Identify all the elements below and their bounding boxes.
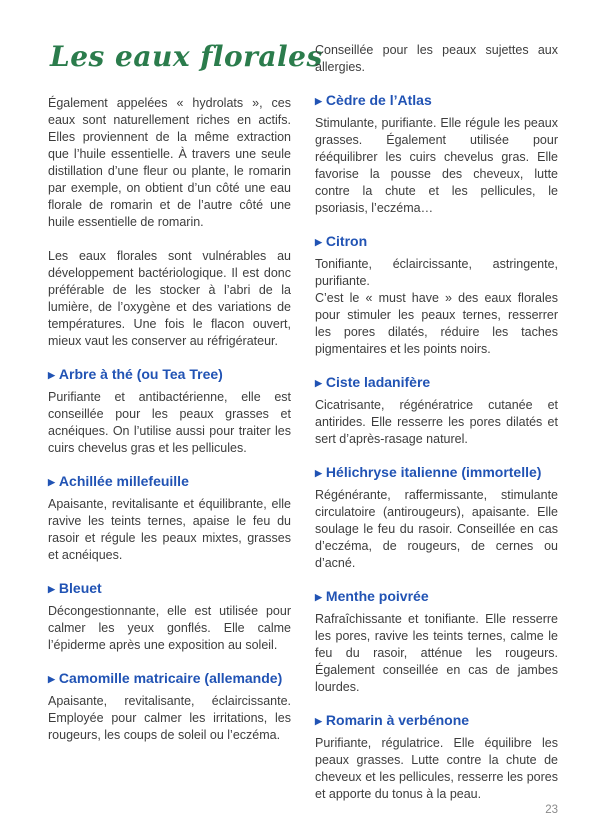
- section-helichryse-italienne: [315, 463, 558, 572]
- triangle-bullet-icon: ▶: [315, 237, 322, 247]
- section-heading-label: Camomille matricaire (allemande): [58, 669, 283, 686]
- intro-paragraph-1: Également appelées « hydrolats », ces eaux sont naturellement riches en actifs. Elles proviennent de la même extraction que l’huile essentielle. À travers une seule distillation d’une fleur ou plante, le romarin par exemple, on obtient d’un côté une eau florale de romarin et de l’autre côté une huile essentielle de romarin.: [48, 95, 291, 229]
- section-camomille-matricaire: [48, 669, 291, 744]
- triangle-bullet-icon: ▶: [315, 378, 322, 388]
- section-body-2: C’est le « must have » des eaux florales pour stimuler les peaux ternes, resserrer les pores dilatés, réduire les taches pigmentaires et les points noirs.: [315, 291, 558, 356]
- section-heading-label: Romarin à verbénone: [325, 712, 470, 728]
- triangle-bullet-icon: ▶: [48, 476, 55, 487]
- section-heading: [48, 365, 291, 386]
- section-arbre-a-the: [48, 365, 291, 457]
- section-heading: [315, 232, 558, 253]
- section-heading-label: Ciste ladanifère: [325, 374, 431, 390]
- intro-paragraph-2: Les eaux florales sont vulnérables au développement bactériologique. Il est donc préférable de les stocker à l’abri de la lumière, de l’oxygène et des variations de températures. Une fois le flacon ouvert, mieux vaut les conserver au réfrigérateur.: [48, 248, 291, 348]
- triangle-bullet-icon: ▶: [48, 583, 55, 594]
- continuation-paragraph: Conseillée pour les peaux sujettes aux allergies.: [315, 43, 558, 74]
- section-body: Tonifiante, éclaircissante, astringente, purifiante.: [315, 257, 558, 288]
- section-heading-label: Hélichryse italienne (immortelle): [325, 464, 542, 480]
- triangle-bullet-icon: ▶: [315, 96, 322, 106]
- triangle-bullet-icon: ▶: [48, 369, 55, 380]
- section-heading: [48, 669, 291, 690]
- section-cedre-de-l-atlas: [315, 91, 558, 217]
- section-body: Purifiante et antibactérienne, elle est conseillée pour les peaux grasses et acnéiques. On l’utilise aussi pour traiter les cuirs chevelus gras et les pellicules.: [48, 389, 291, 455]
- section-ciste-ladanifere: [315, 373, 558, 448]
- section-body: Apaisante, revitalisante et équilibrante, elle ravive les teints ternes, apaise le feu du rasoir et régule les peaux mixtes, grasses et acnéiques.: [48, 496, 291, 562]
- right-column: [315, 42, 558, 803]
- section-heading: [315, 587, 558, 608]
- section-citron: [315, 232, 558, 358]
- two-column-layout: [48, 42, 557, 803]
- section-heading: [315, 91, 558, 112]
- section-body: Décongestionnante, elle est utilisée pour calmer les yeux gonflés. Elle calme l’épiderme après une exposition au soleil.: [48, 603, 291, 652]
- section-heading-label: Bleuet: [58, 579, 102, 596]
- section-heading-label: Citron: [325, 233, 368, 249]
- section-heading-label: Achillée millefeuille: [58, 472, 189, 489]
- section-body: Régénérante, raffermissante, stimulante circulatoire (antirougeurs), apaisante. Elle soulage le feu du rasoir. Conseillée en cas d’eczéma, de rougeurs, de cernes ou d’acné.: [315, 488, 558, 570]
- section-heading-label: Menthe poivrée: [325, 588, 429, 604]
- section-body: Stimulante, purifiante. Elle régule les peaux grasses. Également utilisée pour rééquilibrer les cuirs chevelus gras. Elle favorise la pousse des cheveux, lutte contre la chute et les pellicules, le psoriasis, l’eczéma…: [315, 116, 558, 215]
- section-heading: [315, 463, 558, 484]
- left-column: [48, 40, 323, 744]
- triangle-bullet-icon: ▶: [48, 673, 55, 684]
- section-heading: [315, 711, 558, 732]
- section-body: Purifiante, régulatrice. Elle équilibre les peaux grasses. Lutte contre la chute de cheveux et les pellicules, resserre les pores et apporte du tonus à la peau.: [315, 736, 558, 801]
- section-heading: [48, 579, 291, 600]
- section-romarin-a-verbenone: [315, 711, 558, 803]
- triangle-bullet-icon: ▶: [315, 716, 322, 726]
- section-body: Rafraîchissante et tonifiante. Elle resserre les pores, ravive les teints ternes, calme le feu du rasoir, atténue les rougeurs. Également conseillée en cas de jambes lourdes.: [315, 612, 558, 694]
- section-menthe-poivree: [315, 587, 558, 696]
- triangle-bullet-icon: ▶: [315, 592, 322, 602]
- triangle-bullet-icon: ▶: [315, 468, 322, 478]
- section-heading-label: Arbre à thé (ou Tea Tree): [58, 365, 223, 382]
- section-body: Apaisante, revitalisante, éclaircissante. Employée pour calmer les irritations, les rougeurs, les coups de soleil ou l’eczéma.: [48, 693, 291, 742]
- page-title: Les eaux florales: [50, 40, 323, 73]
- page-number: 23: [545, 804, 558, 816]
- section-bleuet: [48, 579, 291, 654]
- section-achillee-millefeuille: [48, 472, 291, 564]
- section-body: Cicatrisante, régénératrice cutanée et antirides. Elle resserre les pores dilatés et sert d’après-rasage naturel.: [315, 398, 558, 446]
- section-heading-label: Cèdre de l’Atlas: [325, 92, 432, 108]
- section-heading: [48, 472, 291, 493]
- section-heading: [315, 373, 558, 394]
